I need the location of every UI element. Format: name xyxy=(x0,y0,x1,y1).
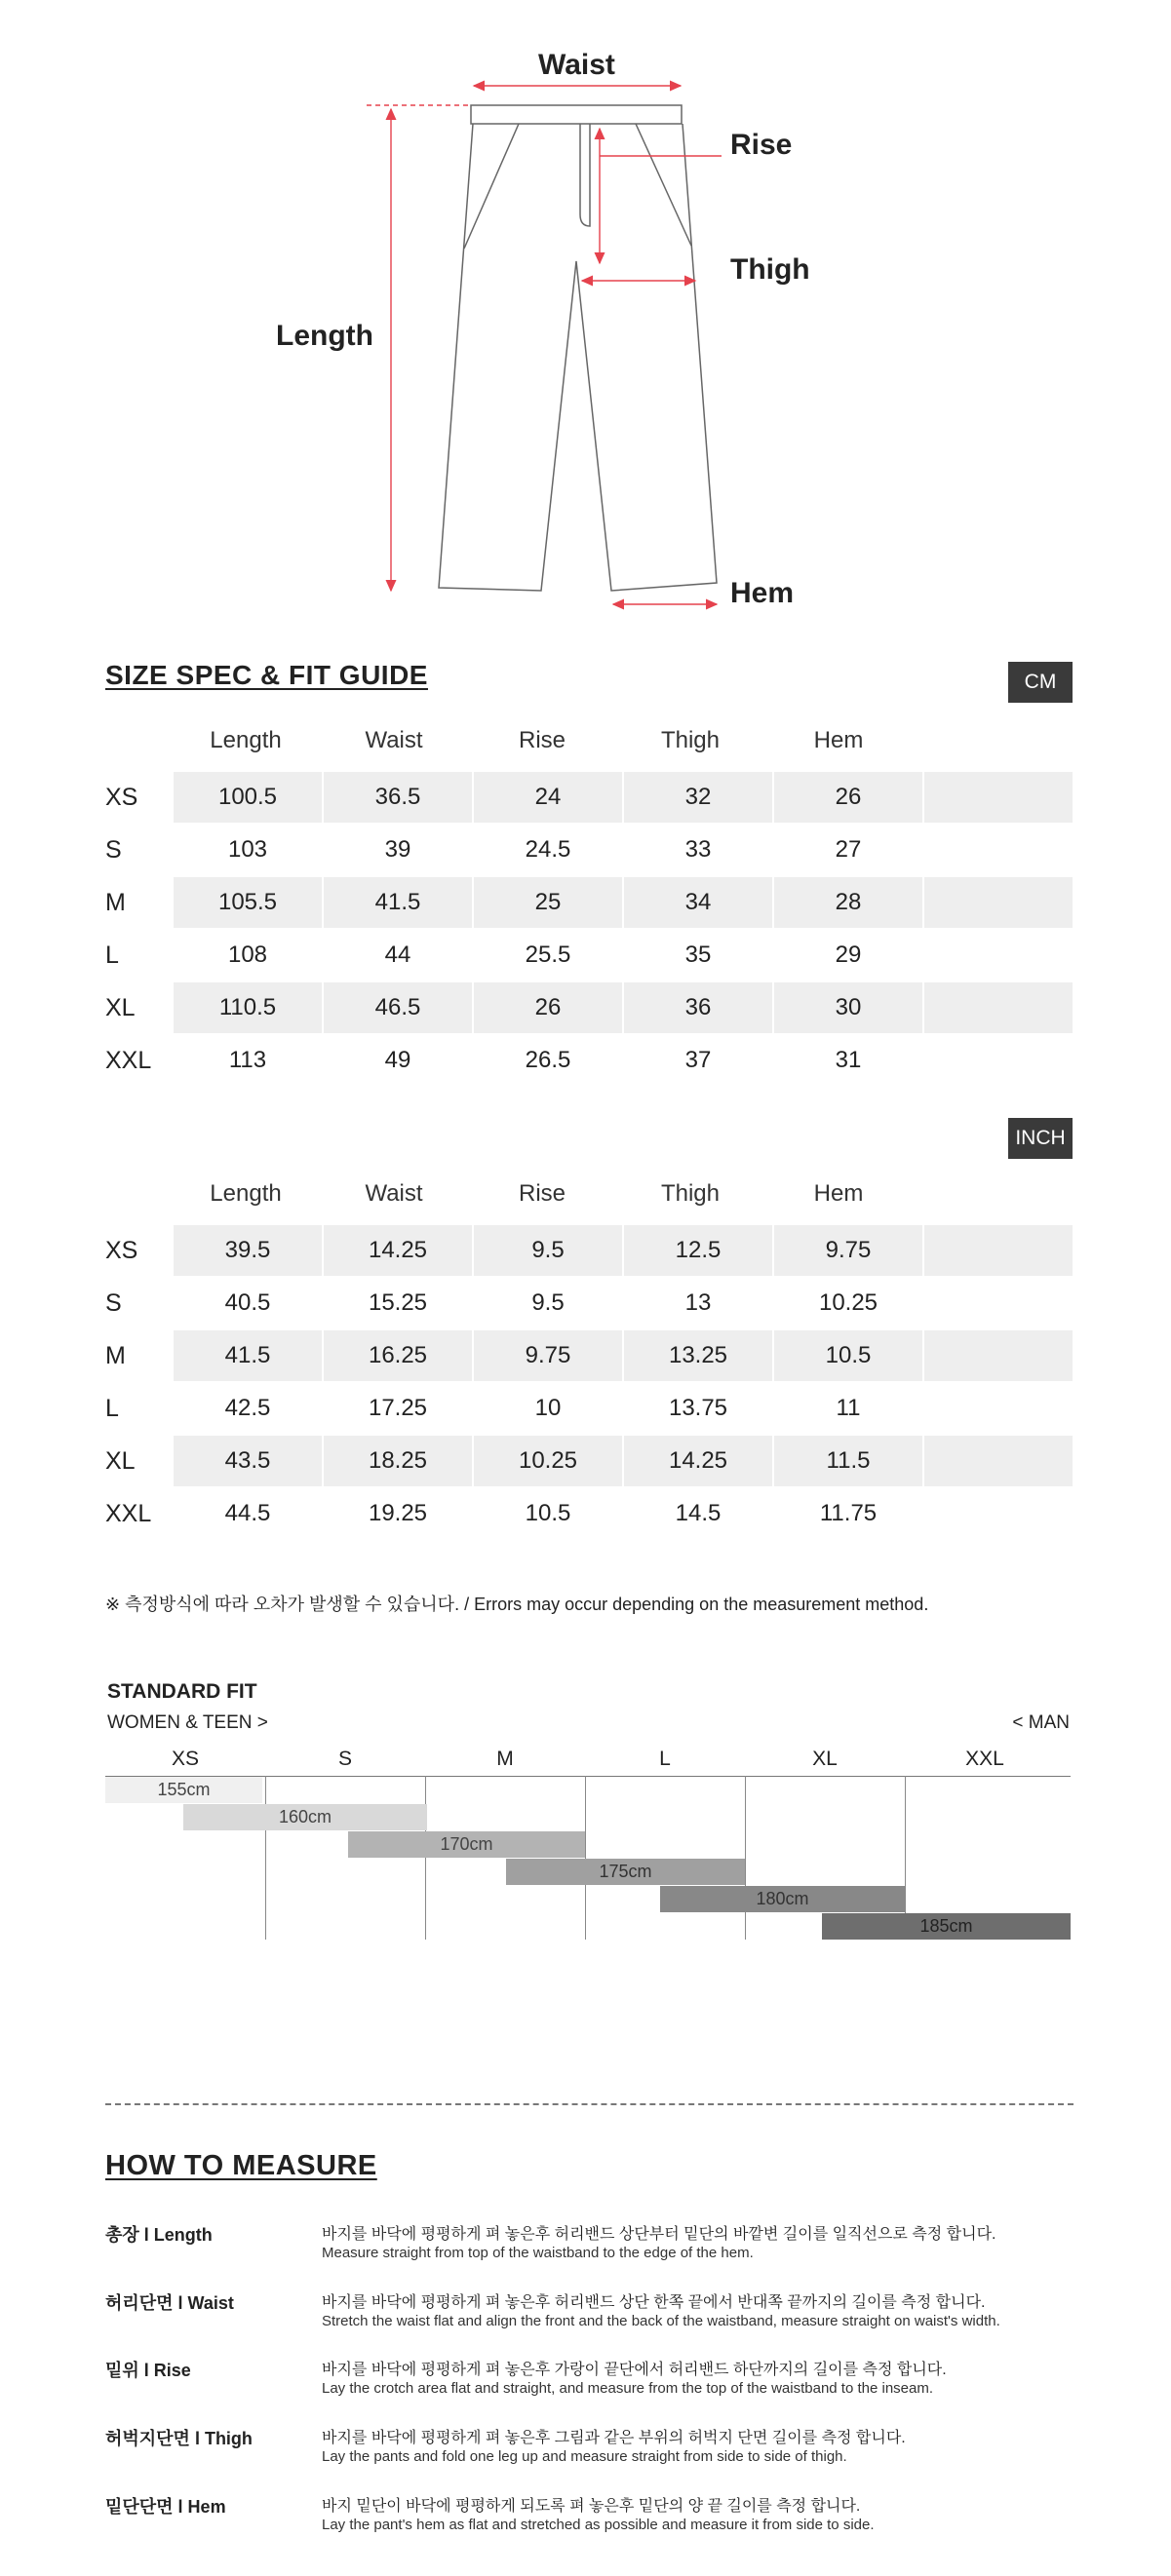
table-cell: 15.25 xyxy=(368,1289,428,1316)
table-cell: 41.5 xyxy=(174,1330,322,1381)
table-cell: 37 xyxy=(684,1047,712,1073)
pants-outline xyxy=(439,105,717,591)
table-cell: 105.5 xyxy=(174,877,322,928)
how-item-kr: 바지를 바닥에 평평하게 펴 놓은후 허리밴드 상단부터 밑단의 바깥변 길이를 일직선으로 측정 합니다. xyxy=(322,2226,996,2243)
table-cell: 36.5 xyxy=(324,772,472,823)
table-cell: 40.5 xyxy=(224,1289,271,1316)
table-cell: 17.25 xyxy=(368,1395,428,1421)
diagram-label-hem: Hem xyxy=(730,577,795,609)
fit-label-man: < MAN xyxy=(1012,1712,1070,1733)
table-cell: 12.5 xyxy=(624,1225,772,1276)
col-header-rise: Rise xyxy=(518,727,566,753)
fit-size-s: S xyxy=(337,1748,352,1770)
col-header-length: Length xyxy=(210,1180,282,1207)
measure-lines xyxy=(367,86,722,604)
fit-size-xxl: XXL xyxy=(965,1748,1004,1770)
diagram-label-length: Length xyxy=(276,320,373,352)
table-cell: 11.75 xyxy=(819,1500,878,1526)
table-row xyxy=(105,1383,1073,1434)
how-item-hem xyxy=(105,2489,1073,2548)
table-cell: 26 xyxy=(474,982,622,1033)
table-row xyxy=(105,1488,1073,1539)
table-cell: 14.5 xyxy=(675,1500,722,1526)
table-cell: 43.5 xyxy=(174,1436,322,1486)
table-cell: 19.25 xyxy=(368,1500,428,1526)
how-to-measure-title: HOW TO MEASURE xyxy=(105,2150,377,2181)
table-row xyxy=(105,1278,1073,1328)
table-cell: 31 xyxy=(835,1047,862,1073)
table-cell: 10.5 xyxy=(525,1500,571,1526)
fit-bar-170: 170cm xyxy=(348,1831,585,1858)
table-cell: 110.5 xyxy=(174,982,322,1033)
table-cell: 41.5 xyxy=(324,877,472,928)
table-row xyxy=(105,1035,1073,1086)
col-header-length: Length xyxy=(210,727,282,753)
size-label: XXL xyxy=(105,1047,152,1074)
size-label: XL xyxy=(105,1447,136,1475)
table-cell: 25 xyxy=(474,877,622,928)
size-label: S xyxy=(105,1289,122,1317)
how-item-kr: 바지 밑단이 바닥에 평평하게 되도록 펴 놓은후 밑단의 양 끝 길이를 측정 합니다. xyxy=(322,2498,861,2515)
table-cell: 24.5 xyxy=(525,836,571,863)
table-cell: 24 xyxy=(474,772,622,823)
table-cell: 10.5 xyxy=(774,1330,922,1381)
table-row xyxy=(105,930,1073,980)
table-cell: 34 xyxy=(624,877,772,928)
table-cell: 18.25 xyxy=(324,1436,472,1486)
diagram-label-waist: Waist xyxy=(538,49,615,81)
table-cell: 10.25 xyxy=(818,1289,878,1316)
fit-bar-155: 155cm xyxy=(105,1777,262,1803)
table-cell: 9.5 xyxy=(531,1289,565,1316)
how-item-en: Lay the pant's hem as flat and stretched as possible and measure it from side to side. xyxy=(322,2517,875,2533)
measurement-note: ※ 측정방식에 따라 오차가 발생할 수 있습니다. / Errors may occur depending on the measurement method. xyxy=(105,1595,929,1614)
table-cell: 14.25 xyxy=(624,1436,772,1486)
how-item-kr: 바지를 바닥에 평평하게 펴 놓은후 가랑이 끝단에서 허리밴드 하단까지의 길이를 측정 합니다. xyxy=(322,2362,947,2378)
how-item-label: 총장 l Length xyxy=(105,2225,213,2245)
table-cell: 36 xyxy=(624,982,772,1033)
fit-size-l: L xyxy=(659,1748,671,1770)
table-cell: 10 xyxy=(534,1395,562,1421)
table-header xyxy=(105,1174,1073,1213)
table-cell: 29 xyxy=(835,942,862,968)
table-cell: 103 xyxy=(227,836,268,863)
col-header-waist: Waist xyxy=(365,1180,423,1207)
table-row xyxy=(105,877,1073,928)
how-item-en: Stretch the waist flat and align the front and the back of the waistband, measure straight on waist's width. xyxy=(322,2313,1000,2329)
col-header-hem: Hem xyxy=(813,727,864,753)
table-cell-empty xyxy=(924,982,1073,1033)
col-header-waist: Waist xyxy=(365,727,423,753)
size-label: M xyxy=(105,1342,126,1369)
col-header-hem: Hem xyxy=(813,1180,864,1207)
table-cell: 33 xyxy=(684,836,712,863)
fit-bar-180: 180cm xyxy=(660,1886,905,1912)
table-row xyxy=(105,772,1073,823)
unit-badge-cm: CM xyxy=(1008,662,1073,703)
how-item-label: 밑단단면 l Hem xyxy=(105,2497,226,2517)
fit-bar-185: 185cm xyxy=(822,1913,1071,1940)
table-cell: 9.5 xyxy=(474,1225,622,1276)
table-cell: 46.5 xyxy=(324,982,472,1033)
table-cell: 28 xyxy=(774,877,922,928)
table-cell-empty xyxy=(924,1225,1073,1276)
how-item-kr: 바지를 바닥에 평평하게 펴 놓은후 허리밴드 상단 한쪽 끝에서 반대쪽 끝까지의 길이를 측정 합니다. xyxy=(322,2294,986,2311)
fit-grid-line xyxy=(585,1776,586,1940)
table-cell: 32 xyxy=(624,772,772,823)
table-row xyxy=(105,825,1073,875)
table-cell: 30 xyxy=(774,982,922,1033)
table-cell: 113 xyxy=(228,1047,267,1073)
table-cell: 49 xyxy=(384,1047,411,1073)
size-label: M xyxy=(105,889,126,916)
how-item-en: Lay the crotch area flat and straight, and measure from the top of the waistband to the inseam. xyxy=(322,2380,934,2397)
size-label: XL xyxy=(105,994,136,1021)
how-item-kr: 바지를 바닥에 평평하게 펴 놓은후 그림과 같은 부위의 허벅지 단면 길이를 측정 합니다. xyxy=(322,2430,906,2446)
fit-size-xs: XS xyxy=(171,1748,199,1770)
table-cell-empty xyxy=(924,1436,1073,1486)
fit-bar-160: 160cm xyxy=(183,1804,427,1830)
table-cell: 11 xyxy=(836,1395,861,1421)
size-label: L xyxy=(105,942,119,969)
table-cell: 26 xyxy=(774,772,922,823)
table-cell: 13 xyxy=(684,1289,712,1316)
table-cell: 108 xyxy=(227,942,268,968)
standard-fit-title: STANDARD FIT xyxy=(107,1680,257,1703)
how-item-waist xyxy=(105,2286,1073,2344)
size-label: L xyxy=(105,1395,119,1422)
diagram-label-thigh: Thigh xyxy=(730,253,810,286)
how-item-thigh xyxy=(105,2421,1073,2480)
table-row xyxy=(105,1225,1073,1276)
col-header-thigh: Thigh xyxy=(660,1180,721,1207)
table-cell: 39 xyxy=(384,836,411,863)
table-cell: 25.5 xyxy=(525,942,571,968)
table-cell: 35 xyxy=(684,942,712,968)
table-cell: 39.5 xyxy=(174,1225,322,1276)
size-label: XS xyxy=(105,1237,138,1264)
fit-size-xl: XL xyxy=(812,1748,838,1770)
table-header xyxy=(105,721,1073,760)
table-cell: 100.5 xyxy=(174,772,322,823)
table-row xyxy=(105,1330,1073,1381)
table-cell: 13.25 xyxy=(624,1330,772,1381)
table-cell-empty xyxy=(924,772,1073,823)
unit-badge-inch: INCH xyxy=(1008,1118,1073,1159)
table-cell: 42.5 xyxy=(224,1395,271,1421)
pants-diagram-svg xyxy=(0,0,1171,643)
fit-grid-line xyxy=(265,1776,266,1940)
pants-diagram xyxy=(0,0,1171,643)
how-item-rise xyxy=(105,2353,1073,2411)
table-cell-empty xyxy=(924,1330,1073,1381)
diagram-label-rise: Rise xyxy=(730,129,793,161)
table-cell: 26.5 xyxy=(525,1047,571,1073)
size-label: XXL xyxy=(105,1500,152,1527)
table-row xyxy=(105,1436,1073,1486)
how-item-label: 밑위 l Rise xyxy=(105,2361,191,2380)
how-item-en: Lay the pants and fold one leg up and measure straight from side to side of thigh. xyxy=(322,2448,847,2465)
how-item-en: Measure straight from top of the waistband to the edge of the hem. xyxy=(322,2245,754,2261)
table-cell: 9.75 xyxy=(474,1330,622,1381)
col-header-rise: Rise xyxy=(518,1180,566,1207)
table-cell: 16.25 xyxy=(324,1330,472,1381)
fit-bar-175: 175cm xyxy=(506,1859,745,1885)
how-item-length xyxy=(105,2217,1073,2276)
fit-label-women-teen: WOMEN & TEEN > xyxy=(107,1712,268,1733)
fit-grid-line xyxy=(425,1776,426,1940)
size-spec-title: SIZE SPEC & FIT GUIDE xyxy=(105,660,428,690)
table-row xyxy=(105,982,1073,1033)
table-cell: 9.75 xyxy=(774,1225,922,1276)
table-cell: 14.25 xyxy=(324,1225,472,1276)
how-item-label: 허벅지단면 l Thigh xyxy=(105,2429,253,2448)
table-cell: 13.75 xyxy=(668,1395,728,1421)
fit-size-m: M xyxy=(496,1748,514,1770)
table-cell-empty xyxy=(924,877,1073,928)
fit-grid-line xyxy=(745,1776,746,1940)
table-cell: 44.5 xyxy=(224,1500,271,1526)
size-label: XS xyxy=(105,784,138,811)
table-cell: 27 xyxy=(835,836,862,863)
col-header-thigh: Thigh xyxy=(660,727,721,753)
section-divider xyxy=(105,2103,1073,2105)
table-cell: 10.25 xyxy=(474,1436,622,1486)
how-item-label: 허리단면 l Waist xyxy=(105,2293,234,2313)
table-cell: 44 xyxy=(384,942,411,968)
size-label: S xyxy=(105,836,122,864)
table-cell: 11.5 xyxy=(774,1436,922,1486)
